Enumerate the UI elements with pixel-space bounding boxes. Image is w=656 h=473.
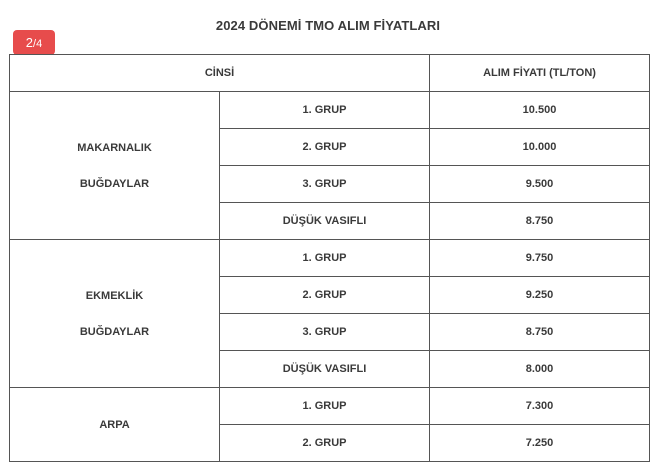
price-table — [9, 54, 650, 462]
price-cell: 7.300 — [430, 388, 650, 425]
header-price: ALIM FİYATI (TL/TON) — [430, 55, 650, 92]
header-type: CİNSİ — [10, 55, 430, 92]
group-name-line: BUĞDAYLAR — [79, 177, 150, 190]
group-name-line: BUĞDAYLAR — [79, 325, 150, 338]
price-cell: 8.000 — [430, 351, 650, 388]
price-cell: 10.000 — [430, 129, 650, 166]
table-header-row — [10, 55, 650, 92]
table-row — [10, 240, 650, 277]
group-name-ekmeklik — [10, 240, 220, 388]
group-name-line: MAKARNALIK — [77, 141, 152, 154]
table-row — [10, 92, 650, 129]
page-counter-current: 2 — [25, 35, 34, 50]
group-name-line: EKMEKLİK — [85, 289, 144, 302]
group-name-makarnalik — [10, 92, 220, 240]
price-cell: 9.500 — [430, 166, 650, 203]
grade-cell: DÜŞÜK VASIFLI — [220, 351, 430, 388]
grade-cell: 3. GRUP — [220, 166, 430, 203]
page-counter-badge — [13, 30, 55, 55]
price-cell: 7.250 — [430, 425, 650, 462]
page-counter-total: /4 — [33, 38, 43, 50]
grade-cell: 2. GRUP — [220, 277, 430, 314]
price-cell: 8.750 — [430, 314, 650, 351]
grade-cell: DÜŞÜK VASIFLI — [220, 203, 430, 240]
grade-cell: 2. GRUP — [220, 129, 430, 166]
grade-cell: 2. GRUP — [220, 425, 430, 462]
price-cell: 8.750 — [430, 203, 650, 240]
price-cell: 10.500 — [430, 92, 650, 129]
group-name-arpa: ARPA — [10, 388, 220, 462]
table-row — [10, 388, 650, 425]
grade-cell: 1. GRUP — [220, 388, 430, 425]
price-cell: 9.250 — [430, 277, 650, 314]
price-cell: 9.750 — [430, 240, 650, 277]
grade-cell: 3. GRUP — [220, 314, 430, 351]
grade-cell: 1. GRUP — [220, 92, 430, 129]
grade-cell: 1. GRUP — [220, 240, 430, 277]
page-title: 2024 DÖNEMİ TMO ALIM FİYATLARI — [215, 18, 441, 33]
